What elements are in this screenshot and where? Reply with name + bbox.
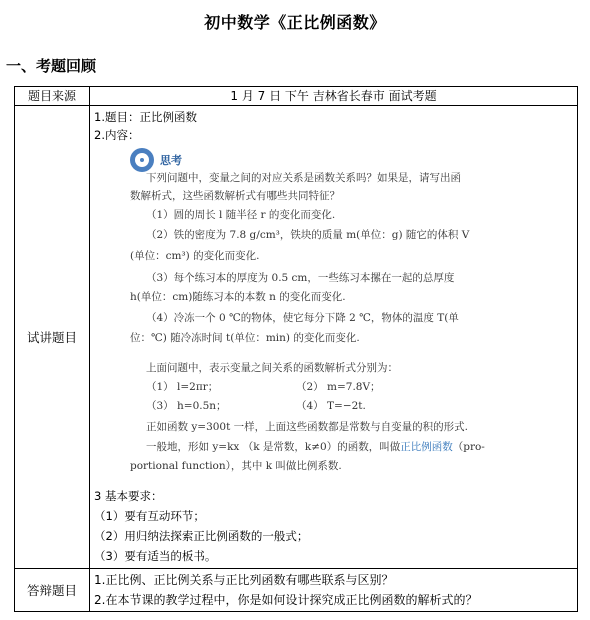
textbook-line: h(单位：cm)随练习本的本数 n 的变化而变化.: [130, 291, 346, 303]
textbook-line: （1）圆的周长 l 随半径 r 的变化而变化.: [146, 209, 336, 221]
definition-text-tail: （pro-: [452, 441, 485, 453]
textbook-line: 位：℃) 随冷冻时间 t(单位：min) 的变化而变化.: [130, 332, 360, 344]
formula-4: （4） T=−2t.: [296, 400, 366, 412]
requirements: [90, 484, 577, 568]
textbook-line: [146, 440, 485, 454]
textbook-line: (单位：cm³) 的变化而变化.: [130, 250, 260, 262]
highlight-term: 正比例函数: [400, 441, 453, 453]
think-label: 思考: [160, 154, 182, 167]
textbook-line: 数解析式，这些函数解析式有哪些共同特征？: [130, 190, 340, 202]
section-heading: 一、考题回顾: [6, 57, 97, 75]
debate-question-1: 1.正比例、正比例关系与正比列函数有哪些联系与区别？: [94, 573, 394, 587]
textbook-line: 下列问题中，变量之间的对应关系是函数关系吗？如果是，请写出函: [146, 172, 461, 184]
textbook-line: （3）每个练习本的厚度为 0.5 cm，一些练习本摞在一起的总厚度: [146, 272, 455, 284]
source-value: 1 月 7 日 下午 吉林省长春市 面试考题: [90, 87, 578, 106]
page-title: 初中数学《正比例函数》: [204, 13, 386, 32]
exam-table: [14, 86, 578, 612]
source-row: [15, 87, 578, 106]
trial-label: 试讲题目: [15, 106, 90, 569]
requirements-title: 3 基本要求：: [94, 489, 163, 503]
trial-content-label: 2.内容：: [94, 128, 140, 142]
debate-row: [15, 569, 578, 612]
formula-1: （1） l=2πr；: [146, 381, 219, 393]
trial-topic: 1.题目：正比例函数: [94, 110, 197, 124]
formula-3: （3） h=0.5n；: [146, 400, 227, 412]
formula-2: （2） m=7.8V；: [296, 381, 381, 393]
textbook-line: 上面问题中，表示变量之间关系的函数解析式分别为：: [146, 362, 398, 374]
requirement-item: （1）要有互动环节；: [94, 509, 205, 523]
debate-label: 答辩题目: [15, 569, 90, 612]
textbook-line: （4）冷冻一个 0 ℃的物体，使它每分下降 2 ℃，物体的温度 T(单: [146, 312, 459, 324]
textbook-line: 正如函数 y=300t 一样，上面这些函数都是常数与自变量的积的形式.: [146, 421, 469, 433]
trial-content-cell: [90, 106, 578, 569]
source-label: 题目来源: [15, 87, 90, 106]
definition-text: 一般地，形如 y=kx （k 是常数，k≠0）的函数，叫做: [146, 441, 401, 453]
textbook-line: （2）铁的密度为 7.8 g/cm³，铁块的质量 m(单位：g) 随它的体积 V: [146, 229, 470, 241]
debate-cell: [90, 569, 578, 612]
textbook-excerpt: [126, 148, 548, 482]
requirement-item: （2）用归纳法探索正比例函数的一般式；: [94, 529, 309, 543]
debate-question-2: 2.在本节课的教学过程中，你是如何设计探究成正比例函数的解析式的？: [94, 593, 478, 607]
think-icon: [130, 148, 154, 172]
think-header: [130, 148, 182, 172]
requirement-item: （3）要有适当的板书。: [94, 549, 217, 563]
textbook-line: portional function），其中 k 叫做比例系数.: [130, 460, 342, 472]
trial-row: [15, 106, 578, 569]
